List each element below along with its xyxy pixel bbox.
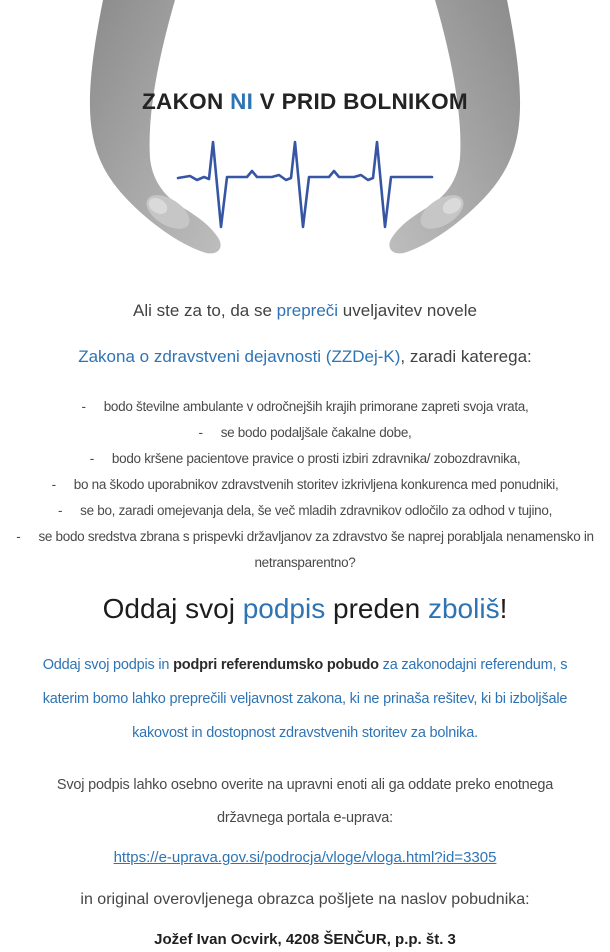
bullet-dash: - [89, 451, 94, 466]
initiator-address: Jožef Ivan Ocvirk, 4208 ŠENČUR, p.p. št. 3 [154, 931, 456, 948]
right-hand-icon [389, 0, 520, 253]
cta-part1: Oddaj svoj [102, 593, 243, 624]
title-text-pre: ZAKON [142, 89, 231, 114]
bullet-text: se bodo podaljšale čakalne dobe, [220, 425, 412, 440]
appeal-post: za zakonodajni referendum, s katerim bomo lahko preprečili veljavnost zakona, ki ne prinaša rešitev, ki bi izboljšale kakovost in dostopnost zdravstvenih storitev za bolnika. [42, 657, 568, 741]
law-line-post: , zaradi katerega: [400, 347, 532, 366]
closing-line: in original overovljenega obrazca pošljete na naslov pobudnika: [80, 891, 530, 908]
bullet-dash: - [198, 425, 203, 440]
link-line [15, 844, 595, 872]
euprava-link[interactable]: https://e-uprava.gov.si/podrocja/vloge/vloga.html?id=3305 [113, 849, 497, 866]
question-pre: Ali ste za to, da se [133, 301, 277, 320]
title-text-post: V PRID BOLNIKOM [253, 89, 468, 114]
bullet-dash: - [16, 529, 21, 544]
bullet-text: bodo številne ambulante v odročnejših krajih primorane zapreti svoja vrata, [103, 399, 529, 414]
bullet-text: bodo kršene pacientove pravice o prosti izbiri zdravnika/ zobozdravnika, [111, 451, 521, 466]
question-post: uveljavitev novele [338, 301, 477, 320]
appeal-pre: Oddaj svoj podpis in [42, 657, 174, 673]
header-graphic [0, 0, 610, 268]
cta-highlight-zbolis: zboliš [427, 593, 500, 624]
bullet-item [3, 472, 607, 498]
cta-highlight-podpis: podpis [242, 593, 326, 624]
law-line [15, 347, 595, 367]
bullet-dash: - [51, 477, 56, 492]
bullet-item [3, 420, 607, 446]
question-line [15, 301, 595, 321]
appeal-bold: podpri referendumsko pobudo [173, 657, 379, 673]
left-hand-icon [90, 0, 221, 253]
ekg-line-icon [178, 142, 432, 227]
bullet-item [3, 498, 607, 524]
bullet-text: se bo, zaradi omejevanja dela, še več mladih zdravnikov odločilo za odhod v tujino, [80, 503, 553, 518]
instructions-paragraph: Svoj podpis lahko osebno overite na upravni enoti ali ga oddate preko enotnega državnega portala e-uprava: [56, 777, 554, 826]
bullet-dash: - [81, 399, 86, 414]
cta-part3: ! [499, 593, 508, 624]
bullet-item [3, 394, 607, 420]
question-highlight: prepreči [276, 301, 339, 320]
cta-heading [5, 591, 605, 627]
appeal-paragraph [22, 648, 588, 750]
bullet-item [3, 446, 607, 472]
law-name-highlight: Zakona o zdravstveni dejavnosti (ZZDej-K) [78, 347, 401, 366]
bullet-dash: - [57, 503, 63, 518]
hands-and-ekg-graphic [0, 0, 610, 268]
cta-part2: preden [325, 593, 428, 624]
consequence-list [3, 394, 607, 576]
bullet-text: se bodo sredstva zbrana s prispevki državljanov za zdravstvo še naprej porabljala nenamensko in netransparentno? [38, 529, 594, 570]
poster-title [0, 89, 610, 115]
bullet-item [3, 524, 607, 576]
bullet-text: bo na škodo uporabnikov zdravstvenih storitev izkrivljena konkurenca med ponudniki, [73, 477, 559, 492]
title-highlight: NI [230, 89, 254, 114]
